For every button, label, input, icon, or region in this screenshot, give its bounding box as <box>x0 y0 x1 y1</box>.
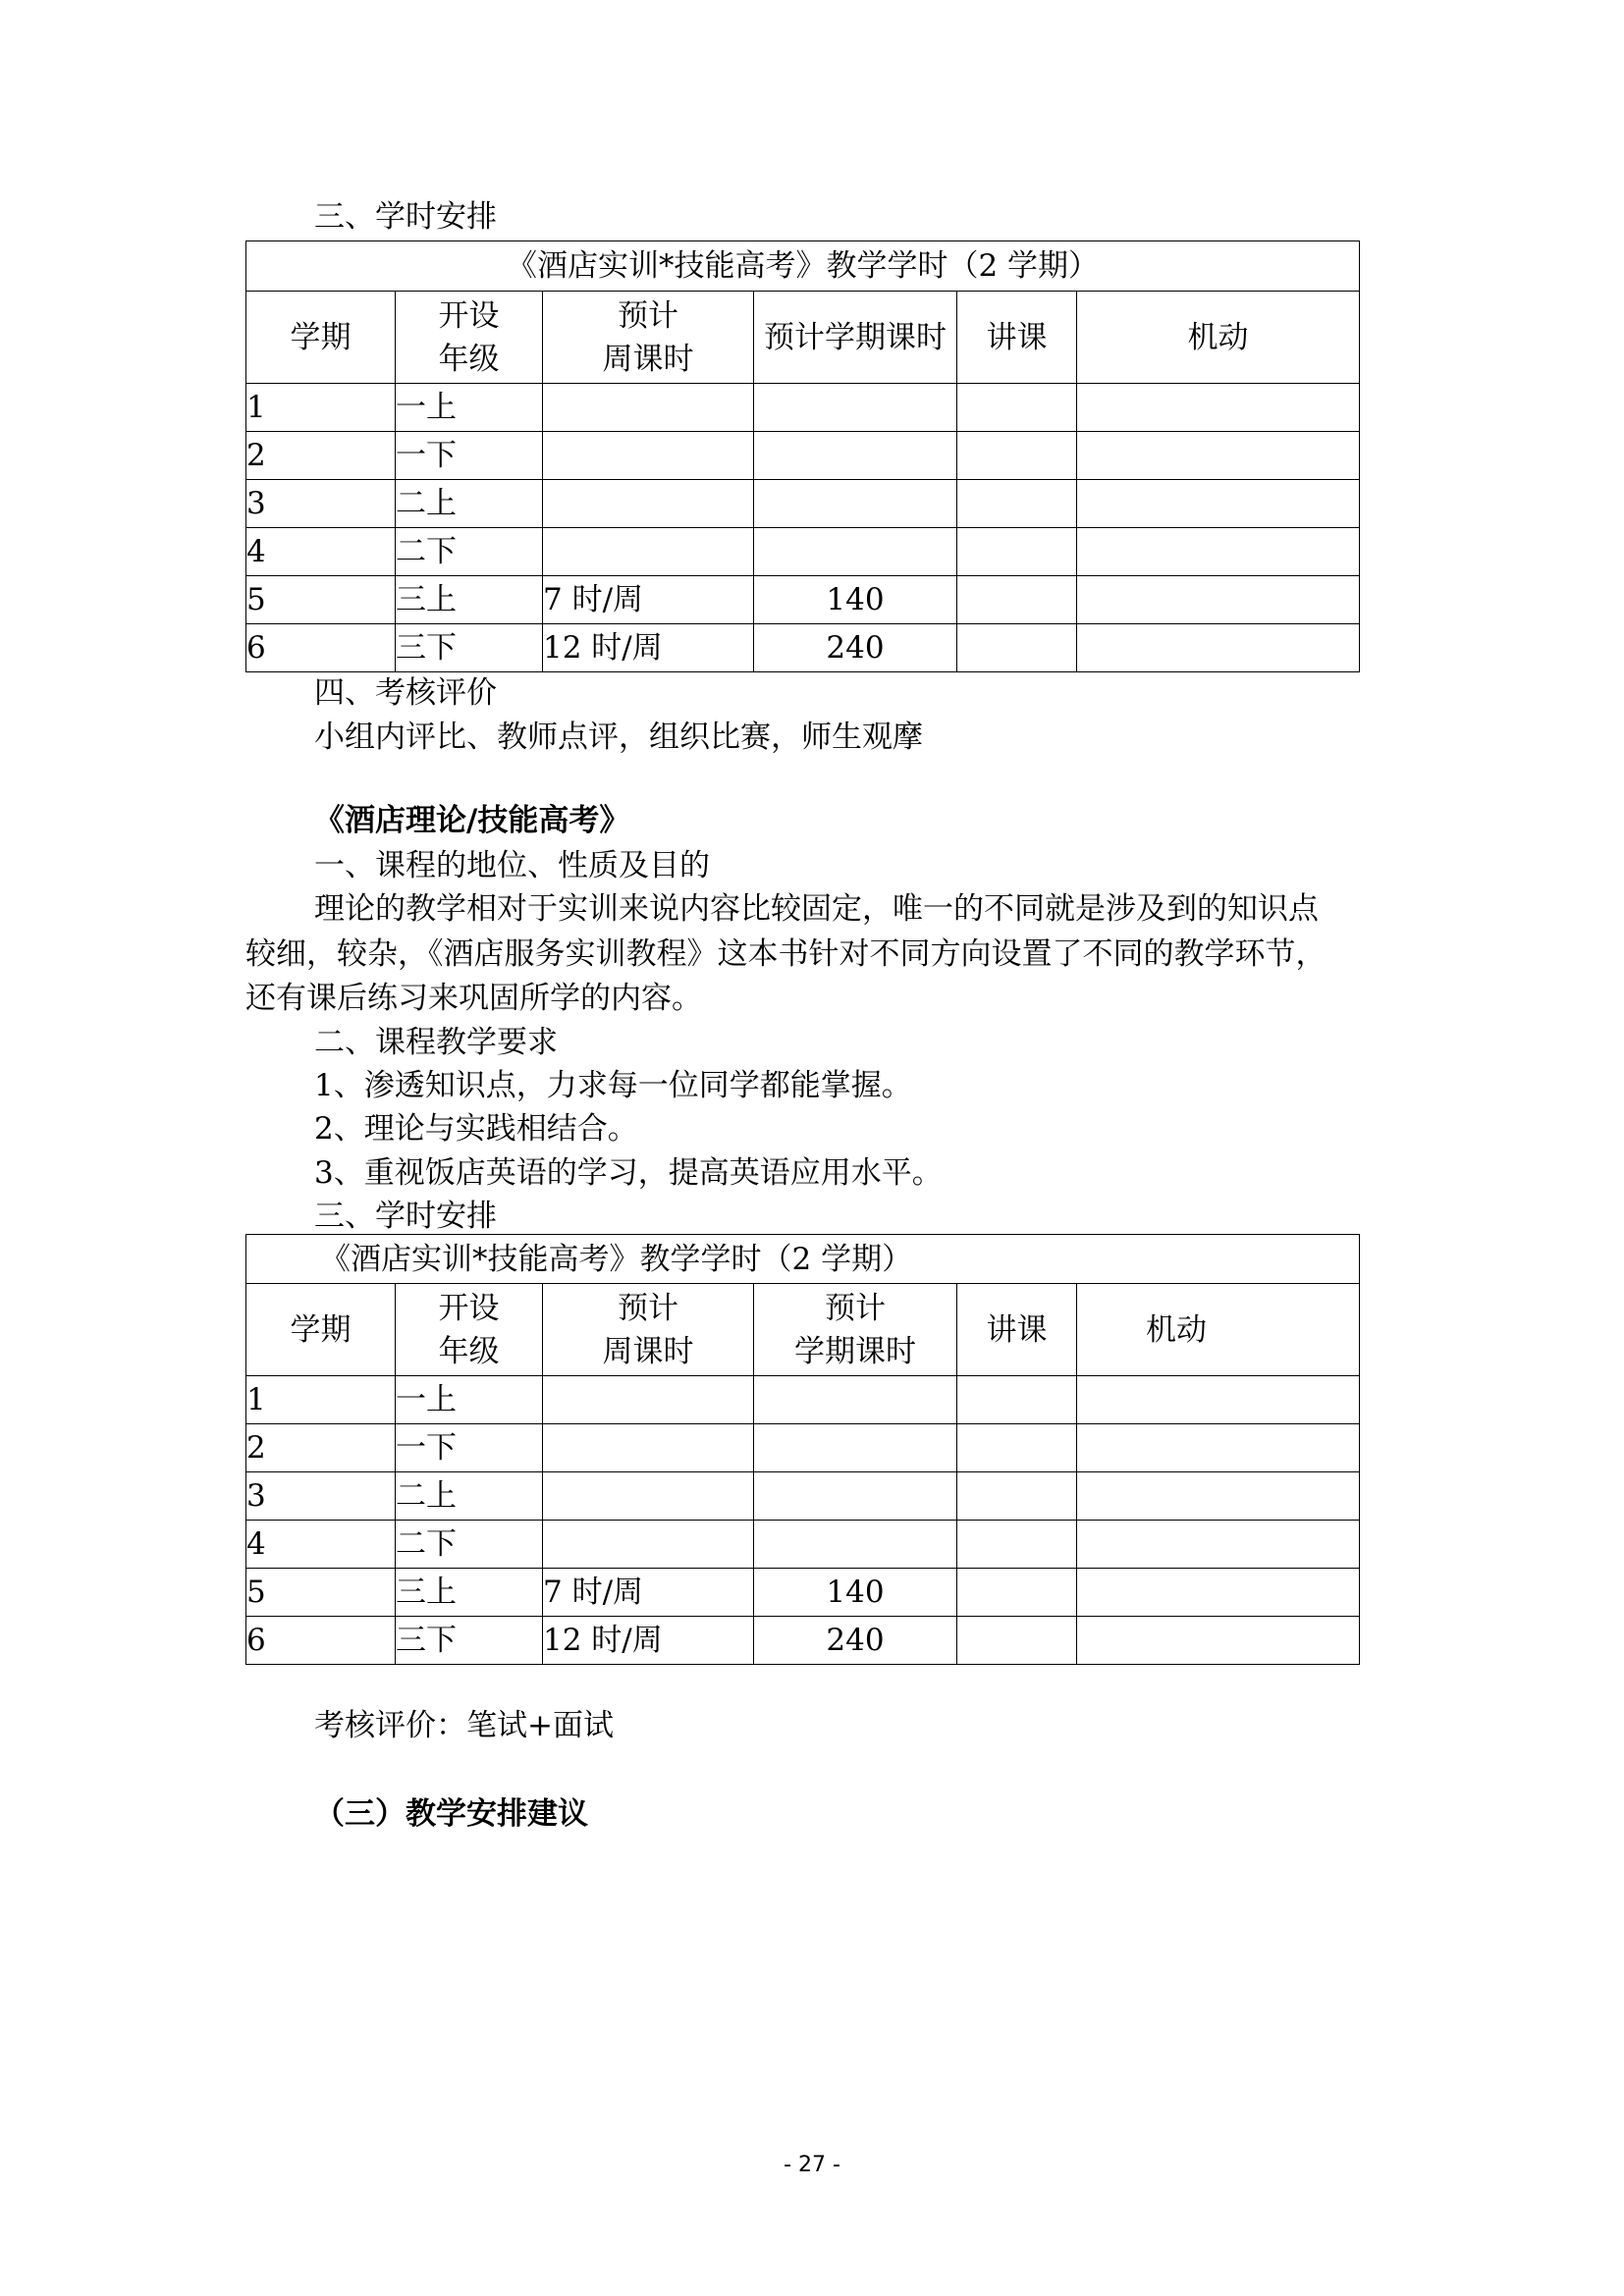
cell-grade: 一下 <box>396 432 543 480</box>
requirement-item: 3、重视饭店英语的学习，提高英语应用水平。 <box>314 1155 943 1191</box>
cell-term-hours <box>754 1376 957 1424</box>
table-row <box>246 480 1360 528</box>
cell-grade: 三上 <box>396 576 543 624</box>
cell-grade: 三下 <box>396 624 543 672</box>
cell-term: 5 <box>246 576 396 624</box>
header-weekly-line1: 预计 <box>618 297 678 334</box>
section2-heading1: 一、课程的地位、性质及目的 <box>314 848 710 883</box>
page-number: - 27 - <box>784 2153 840 2177</box>
cell-weekly: 7 时/周 <box>543 576 754 624</box>
header-weekly-line2: 周课时 <box>602 341 694 377</box>
section2-assessment-text: 考核评价：笔试+面试 <box>314 1708 614 1743</box>
cell-lecture <box>957 480 1077 528</box>
table-header-row <box>246 1284 1360 1376</box>
table-header-row <box>246 292 1360 384</box>
cell-term: 2 <box>246 432 396 480</box>
cell-term: 3 <box>246 480 396 528</box>
cell-term: 2 <box>246 1424 396 1472</box>
cell-flex <box>1077 1376 1360 1424</box>
cell-grade: 二上 <box>396 1472 543 1521</box>
cell-lecture <box>957 624 1077 672</box>
header-term-hours <box>754 1284 957 1376</box>
cell-term-hours: 140 <box>754 1569 957 1617</box>
cell-term-hours <box>754 1521 957 1569</box>
cell-grade: 三下 <box>396 1617 543 1665</box>
table-title: 《酒店实训*技能高考》教学学时（2 学期） <box>246 241 1360 292</box>
section1-hours-table <box>245 240 1360 672</box>
table-row <box>246 528 1360 576</box>
header-flex: 机动 <box>1077 292 1360 384</box>
header-lecture: 讲课 <box>957 292 1077 384</box>
cell-weekly <box>543 384 754 432</box>
cell-flex <box>1077 1472 1360 1521</box>
cell-lecture <box>957 1424 1077 1472</box>
header-weekly-hours <box>543 292 754 384</box>
table-row <box>246 432 1360 480</box>
cell-flex <box>1077 1569 1360 1617</box>
header-term-hours-line1: 预计 <box>825 1290 886 1326</box>
cell-grade: 一上 <box>396 1376 543 1424</box>
cell-flex <box>1077 1521 1360 1569</box>
paragraph-line: 理论的教学相对于实训来说内容比较固定，唯一的不同就是涉及到的知识点 <box>314 891 1319 927</box>
cell-flex <box>1077 432 1360 480</box>
header-grade-line1: 开设 <box>438 297 500 334</box>
cell-lecture <box>957 1472 1077 1521</box>
table-row <box>246 1424 1360 1472</box>
cell-weekly: 12 时/周 <box>543 1617 754 1665</box>
cell-flex <box>1077 576 1360 624</box>
cell-term-hours <box>754 432 957 480</box>
cell-weekly <box>543 480 754 528</box>
cell-term: 6 <box>246 624 396 672</box>
header-weekly-hours <box>543 1284 754 1376</box>
cell-weekly <box>543 432 754 480</box>
cell-term: 6 <box>246 1617 396 1665</box>
cell-flex <box>1077 1617 1360 1665</box>
paragraph-line: 还有课后练习来巩固所学的内容。 <box>245 981 702 1016</box>
table-row <box>246 576 1360 624</box>
header-flex: 机动 <box>1077 1284 1360 1376</box>
section2-heading2: 二、课程教学要求 <box>314 1025 558 1060</box>
header-weekly-line1: 预计 <box>618 1290 678 1326</box>
header-weekly-line2: 周课时 <box>602 1333 694 1369</box>
cell-grade: 一下 <box>396 1424 543 1472</box>
cell-lecture <box>957 576 1077 624</box>
table-row <box>246 384 1360 432</box>
header-grade <box>396 1284 543 1376</box>
cell-weekly: 12 时/周 <box>543 624 754 672</box>
section1-assessment-heading: 四、考核评价 <box>314 675 497 711</box>
section2-hours-heading: 三、学时安排 <box>314 1199 497 1234</box>
cell-lecture <box>957 432 1077 480</box>
cell-weekly <box>543 528 754 576</box>
header-term: 学期 <box>246 1284 396 1376</box>
cell-lecture <box>957 1569 1077 1617</box>
table-row <box>246 1376 1360 1424</box>
cell-term-hours <box>754 384 957 432</box>
cell-grade: 三上 <box>396 1569 543 1617</box>
cell-term: 1 <box>246 384 396 432</box>
paragraph-line: 较细，较杂，《酒店服务实训教程》这本书针对不同方向设置了不同的教学环节， <box>245 936 1326 972</box>
cell-lecture <box>957 1521 1077 1569</box>
cell-grade: 二上 <box>396 480 543 528</box>
cell-lecture <box>957 384 1077 432</box>
cell-term: 5 <box>246 1569 396 1617</box>
cell-weekly <box>543 1424 754 1472</box>
header-term: 学期 <box>246 292 396 384</box>
header-grade-line2: 年级 <box>438 1333 500 1369</box>
cell-weekly <box>543 1521 754 1569</box>
header-grade-line2: 年级 <box>438 341 500 377</box>
cell-term-hours: 240 <box>754 1617 957 1665</box>
header-term-hours: 预计学期课时 <box>754 292 957 384</box>
header-grade-line1: 开设 <box>438 1290 500 1326</box>
cell-flex <box>1077 480 1360 528</box>
cell-term-hours <box>754 528 957 576</box>
cell-term: 4 <box>246 528 396 576</box>
cell-weekly <box>543 1472 754 1521</box>
cell-term-hours: 140 <box>754 576 957 624</box>
requirement-item: 1、渗透知识点，力求每一位同学都能掌握。 <box>314 1068 912 1103</box>
course-title: 《酒店理论/技能高考》 <box>314 803 630 838</box>
section1-assessment-text: 小组内评比、教师点评，组织比赛，师生观摩 <box>314 720 923 755</box>
cell-grade: 二下 <box>396 528 543 576</box>
requirement-item: 2、理论与实践相结合。 <box>314 1111 638 1147</box>
cell-flex <box>1077 528 1360 576</box>
cell-term-hours <box>754 1472 957 1521</box>
cell-term: 3 <box>246 1472 396 1521</box>
table-row <box>246 624 1360 672</box>
cell-term-hours <box>754 1424 957 1472</box>
table-title: 《酒店实训*技能高考》教学学时（2 学期） <box>246 1235 1360 1284</box>
cell-grade: 一上 <box>396 384 543 432</box>
cell-term-hours: 240 <box>754 624 957 672</box>
cell-term: 1 <box>246 1376 396 1424</box>
cell-lecture <box>957 1617 1077 1665</box>
section1-hours-heading: 三、学时安排 <box>314 199 497 235</box>
cell-weekly: 7 时/周 <box>543 1569 754 1617</box>
cell-grade: 二下 <box>396 1521 543 1569</box>
cell-flex <box>1077 384 1360 432</box>
table-row <box>246 1569 1360 1617</box>
cell-term-hours <box>754 480 957 528</box>
cell-flex <box>1077 624 1360 672</box>
cell-term: 4 <box>246 1521 396 1569</box>
cell-lecture <box>957 1376 1077 1424</box>
cell-flex <box>1077 1424 1360 1472</box>
header-grade <box>396 292 543 384</box>
next-section-heading: （三）教学安排建议 <box>314 1796 588 1832</box>
section2-hours-table <box>245 1234 1360 1665</box>
cell-weekly <box>543 1376 754 1424</box>
header-lecture: 讲课 <box>957 1284 1077 1376</box>
cell-lecture <box>957 528 1077 576</box>
table-row <box>246 1521 1360 1569</box>
table-row <box>246 1472 1360 1521</box>
header-term-hours-line2: 学期课时 <box>794 1333 916 1369</box>
table-row <box>246 1617 1360 1665</box>
